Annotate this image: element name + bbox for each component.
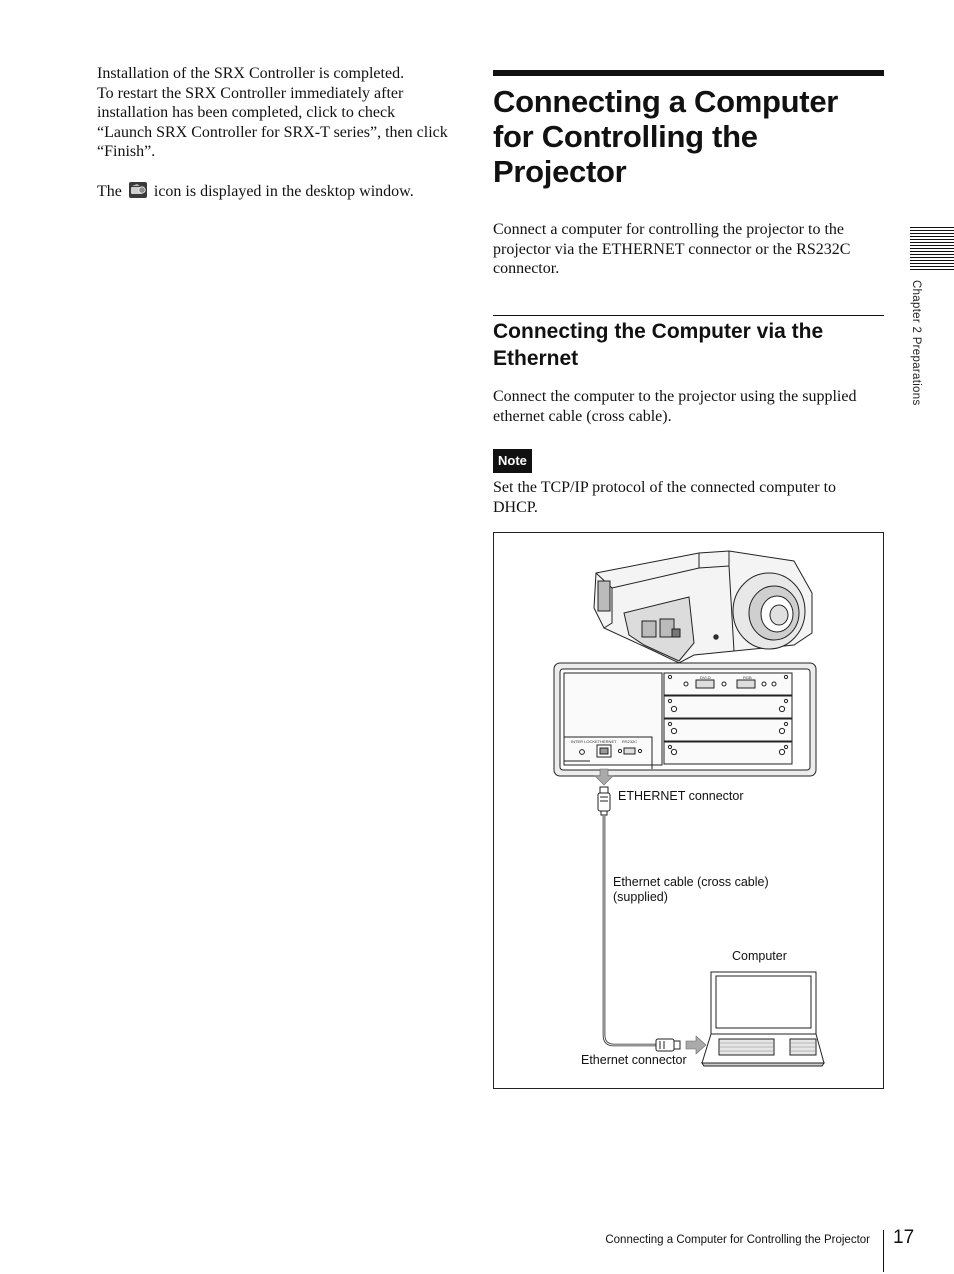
install-line: “Finish”. [97,143,156,160]
cable-label-line1: Ethernet cable (cross cable) [613,875,769,889]
title-line: Connecting a Computer [493,84,839,119]
install-line: installation has been completed, click to check [97,104,396,121]
ethernet-plug-top [598,787,610,815]
subsection-rule [493,315,884,316]
footer-divider [883,1230,884,1272]
title-line: Projector [493,154,627,189]
computer-ethernet-connector-label: Ethernet connector [581,1053,687,1067]
connection-diagram-drawing [494,533,883,1088]
cable-label-line2: (supplied) [613,890,668,904]
install-line: Installation of the SRX Controller is completed. [97,65,405,82]
connector-panel [554,663,816,776]
connection-diagram [493,532,884,1089]
page-number: 17 [893,1227,915,1248]
section-title [493,84,884,189]
subsection-title: Connecting the Computer via the Ethernet [493,320,824,370]
install-line: “Launch SRX Controller for SRX-T series”, then click [97,123,448,141]
panel-label-rs232c: RS232C [622,739,638,744]
intro-paragraph: Connect a computer for controlling the projector to the projector via the ETHERNET connector or the RS232C connector. [493,221,851,277]
subsection-paragraph: Connect the computer to the projector using the supplied ethernet cable (cross cable). [493,388,857,425]
panel-label-rgb: RGB [743,675,752,680]
ethernet-cable [604,815,656,1045]
ethernet-connector-label: ETHERNET connector [618,789,744,803]
srx-controller-desktop-icon [128,181,148,199]
panel-label-interlock: INTER LOCK [571,739,596,744]
cable-label [613,875,769,905]
chapter-tab-label: Chapter 2 Preparations [910,280,922,406]
note-badge: Note [493,449,532,473]
projector-illustration [594,551,812,663]
chapter-side-tab [910,227,954,271]
icon-text-before: The [97,182,122,200]
left-column [97,64,467,201]
running-footer-title: Connecting a Computer for Controlling the Projector [605,1234,870,1246]
chapter-tab-stripes [910,227,954,271]
note-paragraph: Set the TCP/IP protocol of the connected computer to DHCP. [493,479,837,516]
computer-insert-arrow [686,1036,706,1054]
laptop-illustration [702,972,824,1066]
section-title-rule [493,70,884,76]
computer-label: Computer [732,949,787,963]
installation-complete-paragraph [97,64,467,162]
install-line: To restart the SRX Controller immediately after [97,84,404,102]
title-line: for Controlling the [493,119,758,154]
right-column [493,70,884,516]
icon-text-after: icon is displayed in the desktop window. [153,182,414,200]
desktop-icon-paragraph [97,181,467,202]
ethernet-plug-bottom [656,1039,680,1051]
panel-label-ethernet: ETHERNET [595,739,617,744]
panel-label-dvi: DVI-D [700,675,711,680]
